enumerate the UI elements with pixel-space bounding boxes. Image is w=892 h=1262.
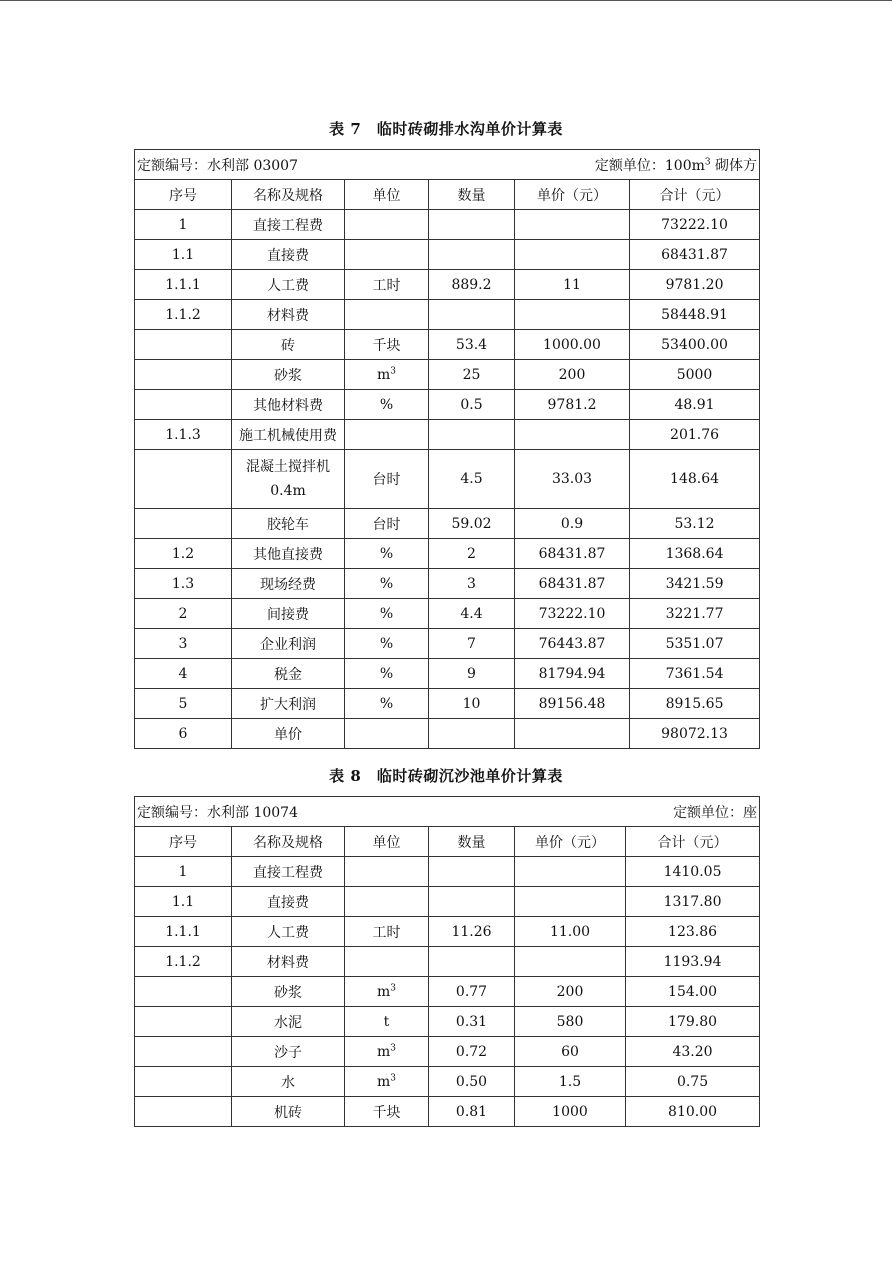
cell-name: 材料费: [232, 300, 345, 330]
table-row: [135, 719, 760, 749]
cell-unit: 台时: [345, 509, 429, 539]
cell-no: [135, 390, 232, 420]
cell-no: [135, 1097, 232, 1127]
cell-price: 68431.87: [515, 569, 630, 599]
cell-name: 砖: [232, 330, 345, 360]
cell-unit: 工时: [345, 270, 429, 300]
unit-sup: 3: [390, 365, 396, 376]
cell-name: 材料费: [232, 947, 345, 977]
table8-caption: 表 8 临时砖砌沉沙池单价计算表: [329, 767, 563, 785]
header-cell: 序号: [135, 827, 232, 857]
cell-price: 580: [515, 1007, 626, 1037]
unit-base: m: [376, 983, 391, 1000]
cell-qty: [429, 420, 515, 450]
table-row: [135, 270, 760, 300]
cell-unit: %: [345, 659, 429, 689]
cell-price: 9781.2: [515, 390, 630, 420]
table-row: [135, 210, 760, 240]
quota-unit: [595, 155, 757, 175]
cell-qty: 11.26: [429, 917, 515, 947]
cell-qty: 10: [429, 689, 515, 719]
cell-no: 1.1.1: [135, 917, 232, 947]
cell-qty: 0.5: [429, 390, 515, 420]
cell-unit: [345, 210, 429, 240]
table8: [134, 796, 760, 1127]
cell-price: 0.9: [515, 509, 630, 539]
cell-no: [135, 1037, 232, 1067]
cell-price: 89156.48: [515, 689, 630, 719]
cell-price: 60: [515, 1037, 626, 1067]
cell-name: 其他材料费: [232, 390, 345, 420]
cell-price: [515, 887, 626, 917]
header-cell: 序号: [135, 180, 232, 210]
cell-total: 53400.00: [630, 330, 760, 360]
cell-price: 11.00: [515, 917, 626, 947]
cell-unit: %: [345, 599, 429, 629]
cell-total: 5351.07: [630, 629, 760, 659]
cell-no: 1.1.2: [135, 947, 232, 977]
cell-qty: [429, 300, 515, 330]
table-row: [135, 300, 760, 330]
cell-no: 1: [135, 857, 232, 887]
cell-no: [135, 509, 232, 539]
cell-unit: [345, 240, 429, 270]
cell-qty: [429, 240, 515, 270]
cell-total: 3421.59: [630, 569, 760, 599]
cell-total: 68431.87: [630, 240, 760, 270]
cell-total: 154.00: [626, 977, 760, 1007]
cell-no: [135, 1067, 232, 1097]
cell-no: 1: [135, 210, 232, 240]
header-cell: 数量: [429, 180, 515, 210]
quota-unit-suffix: 砌体方: [710, 157, 758, 174]
table-row: [135, 629, 760, 659]
cell-no: 1.1.3: [135, 420, 232, 450]
table-row: [135, 659, 760, 689]
table-row: [135, 857, 760, 887]
cell-unit: [345, 1067, 429, 1097]
table-row: [135, 887, 760, 917]
cell-qty: 59.02: [429, 509, 515, 539]
quota-unit: 定额单位：座: [673, 804, 758, 821]
cell-unit: [345, 719, 429, 749]
table-row: [135, 599, 760, 629]
cell-price: 1000: [515, 1097, 626, 1127]
quota-number: 定额编号：水利部 10074: [137, 804, 298, 821]
cell-qty: 0.77: [429, 977, 515, 1007]
cell-no: [135, 330, 232, 360]
cell-price: 200: [515, 360, 630, 390]
cell-name: 直接工程费: [232, 210, 345, 240]
unit-base: m: [376, 1073, 391, 1090]
cell-qty: 4.5: [429, 450, 515, 509]
cell-qty: 53.4: [429, 330, 515, 360]
header-cell: 合计（元）: [630, 180, 760, 210]
cell-price: [515, 857, 626, 887]
cell-no: 1.3: [135, 569, 232, 599]
quota-meta-cell: [135, 797, 760, 827]
cell-qty: 3: [429, 569, 515, 599]
cell-no: 6: [135, 719, 232, 749]
cell-unit: %: [345, 689, 429, 719]
cell-total: 53.12: [630, 509, 760, 539]
cell-qty: 4.4: [429, 599, 515, 629]
cell-name: 直接费: [232, 887, 345, 917]
cell-qty: 0.81: [429, 1097, 515, 1127]
cell-price: 73222.10: [515, 599, 630, 629]
cell-qty: 0.50: [429, 1067, 515, 1097]
cell-unit: %: [345, 569, 429, 599]
header-cell: 名称及规格: [232, 180, 345, 210]
cell-total: 1317.80: [626, 887, 760, 917]
unit-sup: 3: [390, 982, 396, 993]
cell-qty: 0.31: [429, 1007, 515, 1037]
cell-total: 48.91: [630, 390, 760, 420]
cell-name: 砂浆: [232, 360, 345, 390]
cell-total: 3221.77: [630, 599, 760, 629]
cell-total: 7361.54: [630, 659, 760, 689]
cell-price: [515, 947, 626, 977]
cell-total: 5000: [630, 360, 760, 390]
table7-caption: 表 7 临时砖砌排水沟单价计算表: [329, 120, 563, 138]
cell-name: 混凝土搅拌机 0.4m: [232, 450, 345, 509]
quota-unit-sup: 3: [704, 156, 711, 167]
cell-qty: 889.2: [429, 270, 515, 300]
cell-qty: 2: [429, 539, 515, 569]
cell-no: [135, 450, 232, 509]
cell-qty: [429, 947, 515, 977]
cell-no: 2: [135, 599, 232, 629]
table7: [134, 149, 760, 749]
cell-total: 0.75: [626, 1067, 760, 1097]
cell-no: 5: [135, 689, 232, 719]
cell-total: 1368.64: [630, 539, 760, 569]
table-row: [135, 1007, 760, 1037]
cell-no: [135, 1007, 232, 1037]
table-row: [135, 1067, 760, 1097]
table-row: [135, 420, 760, 450]
cell-unit: t: [345, 1007, 429, 1037]
table-row: [135, 450, 760, 509]
cell-unit: 台时: [345, 450, 429, 509]
cell-total: 58448.91: [630, 300, 760, 330]
table-row: [135, 947, 760, 977]
cell-unit: 千块: [345, 330, 429, 360]
cell-total: 1193.94: [626, 947, 760, 977]
cell-no: 4: [135, 659, 232, 689]
quota-number: 定额编号：水利部 03007: [137, 157, 298, 174]
cell-total: 8915.65: [630, 689, 760, 719]
quota-meta-cell: [135, 150, 760, 180]
cell-unit: [345, 360, 429, 390]
cell-total: 201.76: [630, 420, 760, 450]
cell-total: 73222.10: [630, 210, 760, 240]
table-row: [135, 1037, 760, 1067]
cell-no: [135, 360, 232, 390]
cell-unit: 工时: [345, 917, 429, 947]
quota-unit-prefix: 定额单位：100m: [594, 157, 705, 174]
header-cell: 单价（元）: [515, 180, 630, 210]
cell-price: [515, 300, 630, 330]
cell-qty: 9: [429, 659, 515, 689]
quota-meta-row: [135, 797, 760, 827]
cell-unit: [345, 420, 429, 450]
cell-unit: %: [345, 390, 429, 420]
table-row: [135, 330, 760, 360]
cell-price: [515, 420, 630, 450]
cell-no: 1.2: [135, 539, 232, 569]
header-cell: 合计（元）: [626, 827, 760, 857]
header-row: [135, 180, 760, 210]
cell-name: 间接费: [232, 599, 345, 629]
cell-unit: [345, 887, 429, 917]
cell-name: 现场经费: [232, 569, 345, 599]
cell-total: 179.80: [626, 1007, 760, 1037]
cell-total: 123.86: [626, 917, 760, 947]
table-row: [135, 569, 760, 599]
cell-total: 9781.20: [630, 270, 760, 300]
cell-unit: [345, 1037, 429, 1067]
table-row: [135, 977, 760, 1007]
cell-total: 98072.13: [630, 719, 760, 749]
cell-name: 直接工程费: [232, 857, 345, 887]
cell-no: 3: [135, 629, 232, 659]
cell-name: 砂浆: [232, 977, 345, 1007]
cell-price: 200: [515, 977, 626, 1007]
header-row: [135, 827, 760, 857]
cell-qty: [429, 210, 515, 240]
cell-unit: 千块: [345, 1097, 429, 1127]
table-row: [135, 360, 760, 390]
cell-name: 企业利润: [232, 629, 345, 659]
cell-name: 单价: [232, 719, 345, 749]
cell-name: 水泥: [232, 1007, 345, 1037]
cell-unit: [345, 947, 429, 977]
cell-no: [135, 977, 232, 1007]
cell-price: 76443.87: [515, 629, 630, 659]
cell-total: 810.00: [626, 1097, 760, 1127]
cell-no: 1.1: [135, 240, 232, 270]
cell-name: 水: [232, 1067, 345, 1097]
cell-name: 其他直接费: [232, 539, 345, 569]
cell-qty: 0.72: [429, 1037, 515, 1067]
cell-qty: 7: [429, 629, 515, 659]
cell-qty: [429, 887, 515, 917]
header-cell: 数量: [429, 827, 515, 857]
cell-name: 税金: [232, 659, 345, 689]
header-cell: 单位: [345, 827, 429, 857]
cell-name: 胶轮车: [232, 509, 345, 539]
table-row: [135, 509, 760, 539]
cell-no: 1.1: [135, 887, 232, 917]
cell-total: 148.64: [630, 450, 760, 509]
cell-price: 1000.00: [515, 330, 630, 360]
cell-name: 机砖: [232, 1097, 345, 1127]
unit-sup: 3: [390, 1072, 396, 1083]
cell-price: 81794.94: [515, 659, 630, 689]
cell-name: 沙子: [232, 1037, 345, 1067]
table-row: [135, 390, 760, 420]
cell-price: [515, 210, 630, 240]
table-row: [135, 917, 760, 947]
cell-name: 直接费: [232, 240, 345, 270]
cell-qty: [429, 857, 515, 887]
cell-qty: [429, 719, 515, 749]
cell-qty: 25: [429, 360, 515, 390]
table-row: [135, 689, 760, 719]
cell-price: [515, 240, 630, 270]
cell-unit: %: [345, 539, 429, 569]
cell-name: 扩大利润: [232, 689, 345, 719]
cell-name: 施工机械使用费: [232, 420, 345, 450]
cell-price: 1.5: [515, 1067, 626, 1097]
quota-meta-row: [135, 150, 760, 180]
table-row: [135, 539, 760, 569]
cell-unit: %: [345, 629, 429, 659]
table-row: [135, 1097, 760, 1127]
cell-unit: [345, 857, 429, 887]
cell-total: 1410.05: [626, 857, 760, 887]
cell-unit: [345, 300, 429, 330]
header-cell: 单价（元）: [515, 827, 626, 857]
cell-price: [515, 719, 630, 749]
cell-no: 1.1.2: [135, 300, 232, 330]
header-cell: 名称及规格: [232, 827, 345, 857]
unit-base: m: [376, 1043, 391, 1060]
unit-sup: 3: [390, 1042, 396, 1053]
unit-base: m: [376, 366, 391, 383]
cell-name: 人工费: [232, 917, 345, 947]
cell-price: 68431.87: [515, 539, 630, 569]
header-cell: 单位: [345, 180, 429, 210]
cell-price: 33.03: [515, 450, 630, 509]
cell-name: 人工费: [232, 270, 345, 300]
cell-price: 11: [515, 270, 630, 300]
cell-unit: [345, 977, 429, 1007]
table-row: [135, 240, 760, 270]
cell-no: 1.1.1: [135, 270, 232, 300]
cell-total: 43.20: [626, 1037, 760, 1067]
